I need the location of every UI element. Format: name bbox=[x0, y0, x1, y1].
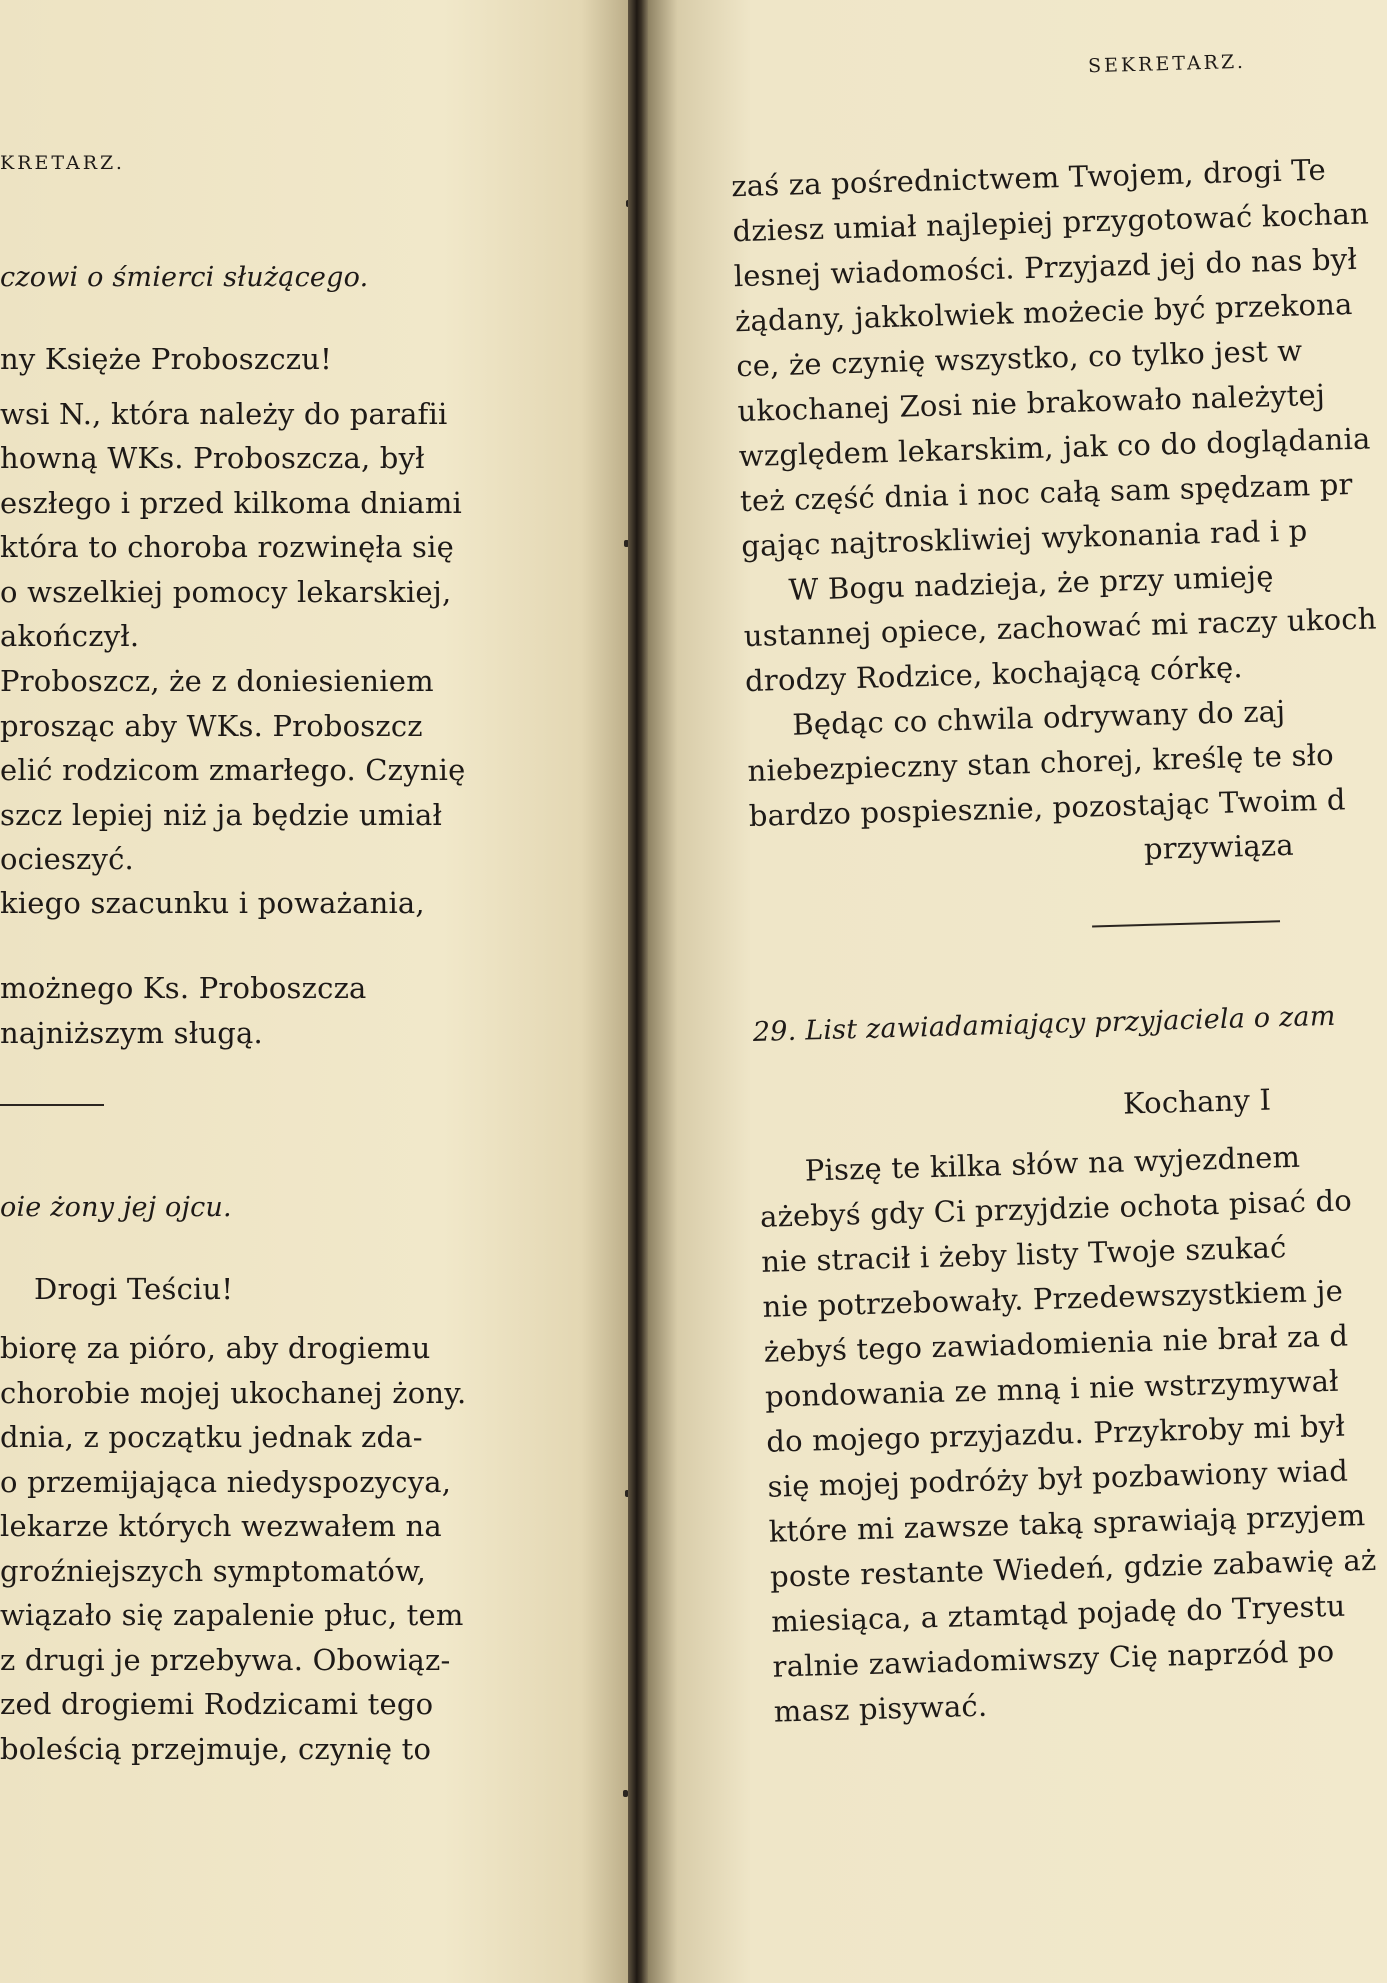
right-letter1-line: gając najtroskliwiej wykonania rad i p bbox=[740, 513, 1308, 564]
right-letter2-line: pondowania ze mną i nie wstrzymywał bbox=[764, 1363, 1340, 1414]
left-letter2-line: wiązało się zapalenie płuc, tem bbox=[0, 1598, 464, 1632]
right-letter2-line: żebyś tego zawiadomienia nie brał za d bbox=[763, 1318, 1349, 1369]
left-letter1-line: Proboszcz, że z doniesieniem bbox=[0, 664, 434, 698]
right-letter2-line: masz pisywać. bbox=[773, 1688, 988, 1729]
right-section-divider bbox=[1092, 920, 1280, 927]
left-letter1-salutation: ny Księże Proboszczu! bbox=[0, 342, 332, 376]
left-letter1-line: szcz lepiej niż ja będzie umiał bbox=[0, 798, 443, 832]
right-letter1-line: też część dnia i noc całą sam spędzam pr bbox=[739, 467, 1353, 519]
right-letter2-line: ralnie zawiadomiwszy Cię naprzód po bbox=[772, 1634, 1335, 1684]
left-letter1-line: ocieszyć. bbox=[0, 842, 134, 876]
left-letter2-line: boleścią przejmuje, czynię to bbox=[0, 1732, 432, 1766]
right-letter2-line: poste restante Wiedeń, gdzie zabawię aż bbox=[769, 1542, 1377, 1594]
right-letter2-line: do mojego przyjazdu. Przykroby mi był bbox=[765, 1408, 1346, 1459]
right-letter1-line: drodzy Rodzice, kochającą córkę. bbox=[744, 650, 1244, 699]
right-letter1-line: dziesz umiał najlepiej przygotować kochan bbox=[732, 196, 1370, 249]
left-running-header: KRETARZ. bbox=[0, 152, 125, 174]
left-letter1-line: akończył. bbox=[0, 619, 140, 653]
right-letter1-line: lesnej wiadomości. Przyjazd jej do nas był bbox=[733, 241, 1358, 294]
left-letter2-line: zed drogiemi Rodzicami tego bbox=[0, 1687, 434, 1721]
right-letter2-line: które mi zawsze taką sprawiają przyjem bbox=[768, 1498, 1366, 1549]
left-letter2-line: z drugi je przebywa. Obowiąz- bbox=[0, 1643, 451, 1677]
left-letter1-line: elić rodzicom zmarłego. Czynię bbox=[0, 753, 466, 787]
right-letter1-line: W Bogu nadzieja, że przy umieję bbox=[788, 559, 1275, 607]
left-letter1-line: howną WKs. Proboszcza, był bbox=[0, 441, 425, 475]
right-letter2-line: się mojej podróży był pozbawiony wiad bbox=[767, 1453, 1349, 1504]
left-letter1-line: prosząc aby WKs. Proboszcz bbox=[0, 709, 423, 743]
right-letter1-line: względem lekarskim, jak co do doglądania bbox=[738, 421, 1371, 474]
right-letter1-line: bardzo pospiesznie, pozostając Twoim d bbox=[748, 782, 1347, 834]
right-letter2-line: nie potrzebowały. Przedewszystkiem je bbox=[762, 1273, 1344, 1324]
right-page bbox=[648, 0, 1387, 1983]
left-letter1-line: kiego szacunku i poważania, bbox=[0, 886, 425, 920]
right-letter2-title: 29. List zawiadamiający przyjaciela o zam bbox=[752, 1000, 1336, 1048]
left-letter1-line: wsi N., która należy do parafii bbox=[0, 397, 448, 431]
left-letter2-line: dnia, z początku jednak zda- bbox=[0, 1420, 423, 1454]
left-letter2-salutation: Drogi Teściu! bbox=[34, 1272, 234, 1306]
book-gutter bbox=[628, 0, 650, 1983]
left-letter2-title: oie żony jej ojcu. bbox=[0, 1192, 232, 1223]
right-letter1-line: niebezpieczny stan chorej, kreślę te sło bbox=[747, 737, 1335, 789]
right-letter2-line: ażebyś gdy Ci przyjdzie ochota pisać do bbox=[759, 1183, 1353, 1234]
right-letter1-line: ukochanej Zosi nie brakowało należytej bbox=[737, 377, 1326, 429]
left-letter1-line: eszłego i przed kilkoma dniami bbox=[0, 486, 463, 520]
right-letter1-line: ustannej opiece, zachować mi raczy ukoch bbox=[743, 601, 1378, 654]
right-page-text-block bbox=[648, 0, 1387, 1983]
left-section-divider bbox=[0, 1104, 104, 1106]
right-letter2-line: miesiąca, a ztamtąd pojadę do Tryestu bbox=[770, 1588, 1346, 1639]
left-letter1-line: o wszelkiej pomocy lekarskiej, bbox=[0, 575, 452, 609]
right-letter2-line: Piszę te kilka słów na wyjezdnem bbox=[804, 1139, 1301, 1188]
right-letter2-line: nie stracił i żeby listy Twoje szukać bbox=[760, 1230, 1287, 1279]
right-letter1-line: Będąc co chwila odrywany do zaj bbox=[791, 694, 1286, 742]
right-letter1-line: zaś za pośrednictwem Twojem, drogi Te bbox=[730, 152, 1327, 204]
right-letter2-salutation: Kochany I bbox=[1122, 1082, 1272, 1121]
left-letter1-title: czowi o śmierci służącego. bbox=[0, 262, 369, 293]
right-letter1-line: żądany, jakkolwiek możecie być przekona bbox=[734, 286, 1353, 339]
left-letter2-line: lekarze których wezwałem na bbox=[0, 1509, 442, 1543]
right-letter1-signature: przywiąza bbox=[1143, 827, 1295, 866]
left-page bbox=[0, 0, 632, 1983]
left-letter2-line: biorę za pióro, aby drogiemu bbox=[0, 1331, 431, 1365]
left-letter2-line: groźniejszych symptomatów, bbox=[0, 1554, 427, 1588]
right-running-header: SEKRETARZ. bbox=[1087, 50, 1247, 78]
right-letter1-line: ce, że czynię wszystko, co tylko jest w bbox=[735, 333, 1303, 384]
left-letter1-closing: najniższym sługą. bbox=[0, 1016, 263, 1050]
left-letter2-line: o przemijająca niedyspozycya, bbox=[0, 1465, 452, 1499]
left-letter1-closing: możnego Ks. Proboszcza bbox=[0, 971, 367, 1005]
left-letter1-line: która to choroba rozwinęła się bbox=[0, 530, 454, 564]
left-letter2-line: chorobie mojej ukochanej żony. bbox=[0, 1376, 467, 1410]
